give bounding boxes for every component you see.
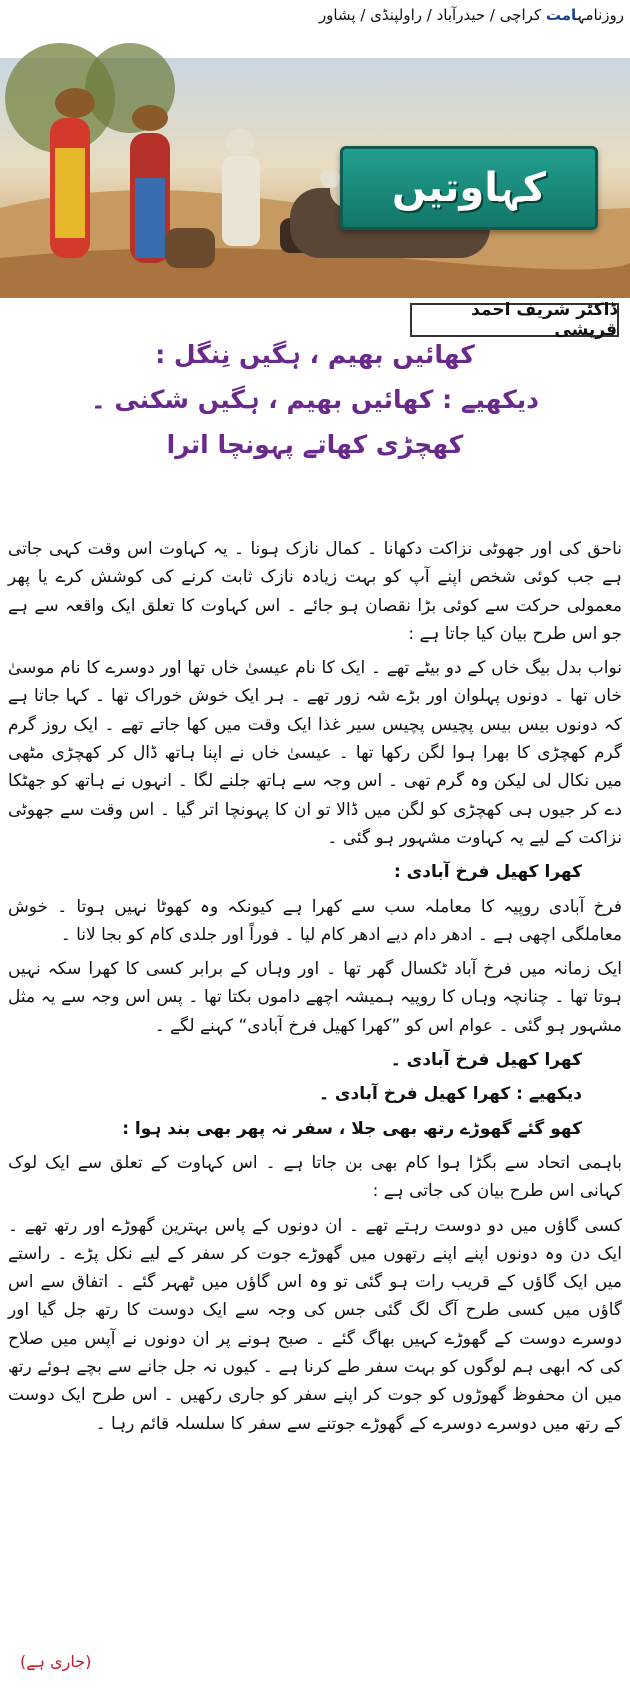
example-line: دیکھیے : کھرا کھیل فرخ آبادی ۔ <box>319 1084 582 1105</box>
masthead <box>6 4 624 26</box>
example-line: کھرا کھیل فرخ آبادی ۔ <box>390 1050 582 1071</box>
article-body <box>8 535 622 1444</box>
masthead-cities: کراچی / حیدرآباد / راولپنڈی / پشاور <box>318 6 542 24</box>
proverb-heading: کھائیں بھیم ، ہگیں نِنگل : <box>155 340 475 369</box>
paragraph: باہمی اتحاد سے بگڑا ہوا کام بھی بن جاتا ہے ۔ اس کہاوت کے تعلق سے ایک لوک کہانی اس طرح بیان کی جاتی ہے : <box>8 1152 622 1202</box>
masthead-brand: امت <box>545 6 577 24</box>
masthead-prefix: روزنامہ <box>576 6 624 24</box>
header-illustration <box>0 58 630 340</box>
proverb-subheading: کھو گئے گھوڑے رتھ بھی جلا ، سفر نہ پھر بھی بند ہوا : <box>122 1118 582 1139</box>
paragraph: نواب بدل بیگ خاں کے دو بیٹے تھے ۔ ایک کا نام عیسیٰ خاں تھا اور دوسرے کا نام موسیٰ خاں تھا ۔ دونوں پہلوان اور بڑے شہ زور تھے ۔ ہر ایک خوش خوراک تھا ۔ کہا جاتا ہے کہ دونوں بیس بیس پچیس پچیس سیر غذا ایک وقت میں کھا جاتے تھے ۔ ایک روز گرم گرم کھچڑی کا بھرا ہوا لگن رکھا تھا ۔ عیسیٰ خاں نے اپنا ہاتھ ڈال کر کھچڑی مٹھی میں نکال لی لیکن وہ گرم تھی ۔ اس وجہ سے ہاتھ جلنے لگا ۔ انہوں نے ہاتھ کو جھٹکا دے کر جیوں ہی کھچڑی کو لگن میں ڈالا تو ان کا پہونچا اتر گیا ۔ اس وقت سے جھوٹی نزاکت کے لیے یہ کہاوت مشہور ہو گئی ۔ <box>8 658 622 848</box>
paragraph: کسی گاؤں میں دو دوست رہتے تھے ۔ ان دونوں کے پاس بہترین گھوڑے اور رتھ تھے ۔ ایک دن وہ دونوں اپنے اپنے رتھوں میں گھوڑے جوت کر سفر کے لیے نکل پڑے ۔ راستے میں ایک گاؤں کے قریب رات ہو گئی تو وہ اس گاؤں میں ٹھہر گئے ۔ اتفاق سے اس گاؤں میں کسی طرح آگ لگ گئی جس کی وجہ سے ایک دوست کا رتھ جل گیا اور دوسرے دوست کے گھوڑے کہیں بھاگ گئے ۔ صبح ہونے پر ان دونوں نے آپس میں صلاح کی کہ ابھی ہم لوگوں کو بہت سفر طے کرنا ہے ۔ کیوں نہ جل جانے سے بچے ہوئے رتھ میں ان محفوظ گھوڑوں کو جوت کر اپنے سفر کو جاری رکھیں ۔ اس طرح ایک دوست کے رتھ میں دوسرے دوسرے کے گھوڑے جوتنے سے سفر کا سلسلہ قائم رہا ۔ <box>8 1215 622 1434</box>
paragraph: ناحق کی اور جھوٹی نزاکت دکھانا ۔ کمال نازک ہونا ۔ یہ کہاوت اس وقت کہی جاتی ہے جب کوئی شخص اپنے آپ کو بہت زیادہ نازک ثابت کرنے کی کوشش کرے یا پھر معمولی حرکت سے کوئی بڑا نقصان ہو جائے ۔ اس کہاوت کا تعلق ایک واقعہ سے ہے جو اس طرح بیان کیا جاتا ہے : <box>8 539 622 644</box>
author-name: ڈاکٹر شریف احمد قریشی <box>471 300 617 340</box>
proverb-headings <box>0 332 630 467</box>
paragraph: فرخ آبادی روپیہ کا معاملہ سب سے کھرا ہے کیونکہ وہ کھوٹا نہیں ہوتا ۔ خوش معاملگی اچھی ہے ۔ ادھر دام دیے ادھر کام لیا ۔ فوراً اور جلدی کام کو بجا لانا ۔ <box>8 896 622 945</box>
title-banner <box>340 146 598 230</box>
continued-label: (جاری ہے) <box>20 1652 92 1671</box>
paragraph: ایک زمانہ میں فرخ آباد ٹکسال گھر تھا ۔ اور وہاں کے برابر کسی کا کھرا سکہ نہیں ہوتا تھا ۔ چنانچہ وہاں کا روپیہ ہمیشہ اچھے داموں بکتا تھا ۔ پس اس وجہ سے یہ مثل مشہور ہو گئی ۔ عوام اس کو ”کھرا کھیل فرخ آبادی“ کہنے لگے ۔ <box>8 959 622 1036</box>
page-title: کہاوتیں <box>392 165 546 211</box>
proverb-subheading: کھرا کھیل فرخ آبادی : <box>393 862 582 883</box>
proverb-heading: دیکھیے : کھائیں بھیم ، ہگیں شکنی ۔ <box>91 385 539 414</box>
proverb-heading: کھچڑی کھاتے پہونچا اترا <box>166 430 464 459</box>
